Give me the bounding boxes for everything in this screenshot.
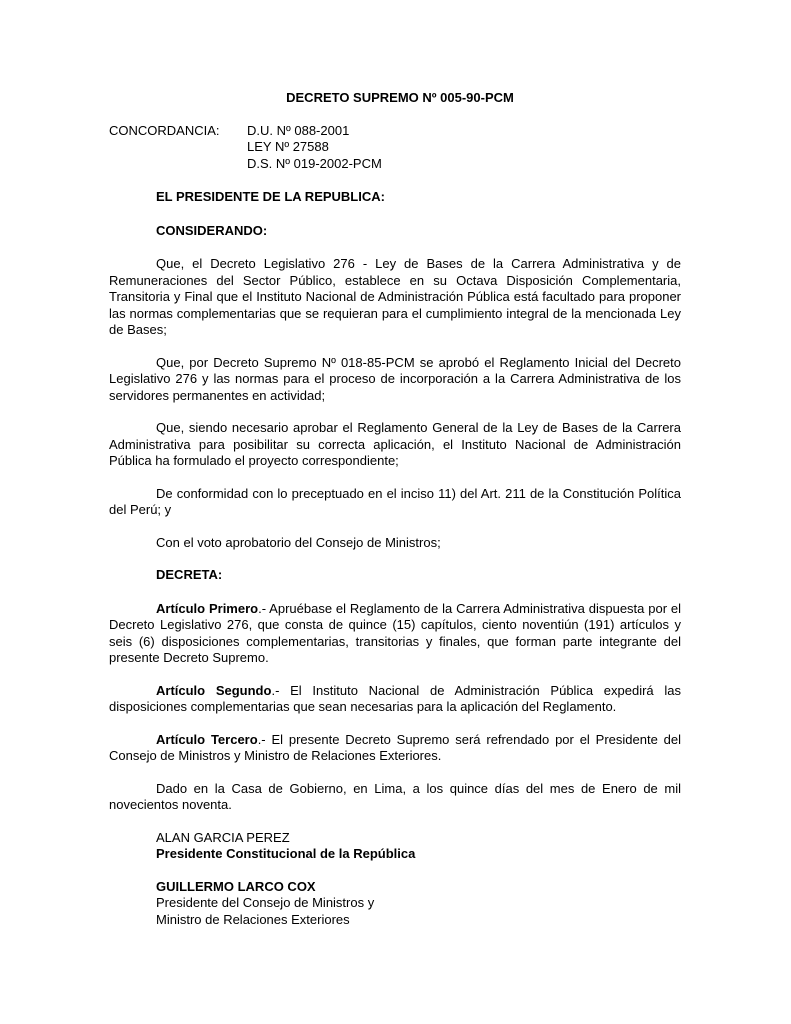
considerando-paragraph: Que, el Decreto Legislativo 276 - Ley de Bases de la Carrera Administrativa y de Remuneraciones del Sector Público, establece en su Octava Disposición Complementaria, Transitoria y Final que el Instituto Nacional de Administración Pública está facultado para proponer las normas complementarias que se requieran para el cumplimiento integral de la mencionada Ley de Bases; — [109, 256, 681, 337]
signature-presidente — [156, 830, 681, 863]
articulo-text: .- Apruébase el Reglamento de la Carrera Administrativa dispuesta por el Decreto Legislativo 276, que consta de quince (15) capítulos, ciento noventiún (191) artículos y seis (6) disposiciones complementarias, transitorias y finales, que forman parte integrante del presente Decreto Supremo. — [109, 600, 681, 665]
presidente-heading: EL PRESIDENTE DE LA REPUBLICA: — [156, 189, 385, 204]
decreta-heading: DECRETA: — [156, 567, 223, 582]
document-page — [109, 90, 681, 944]
signature-ministro — [156, 879, 681, 929]
document-title: DECRETO SUPREMO Nº 005-90-PCM — [286, 90, 514, 105]
articulo-label: Artículo Segundo — [156, 682, 272, 698]
concordancia-value: D.U. Nº 088-2001 — [247, 122, 350, 138]
dado-paragraph: Dado en la Casa de Gobierno, en Lima, a los quince días del mes de Enero de mil novecientos noventa. — [109, 780, 681, 812]
considerando-heading: CONSIDERANDO: — [156, 222, 268, 238]
signatory-title: Ministro de Relaciones Exteriores — [156, 911, 350, 927]
signatory-name: ALAN GARCIA PEREZ — [156, 829, 290, 845]
concordancia-label: CONCORDANCIA: — [109, 122, 220, 138]
considerando-paragraph: De conformidad con lo preceptuado en el inciso 11) del Art. 211 de la Constitución Política del Perú; y — [109, 485, 681, 517]
concordancia-value: LEY Nº 27588 — [247, 139, 329, 154]
articulo-label: Artículo Primero — [156, 600, 259, 616]
considerando-paragraph: Que, siendo necesario aprobar el Reglamento General de la Ley de Bases de la Carrera Administrativa para posibilitar su correcta aplicación, el Instituto Nacional de Administración Pública ha formulado el proyecto correspondiente; — [109, 420, 681, 468]
signatory-title: Presidente Constitucional de la República — [156, 846, 416, 861]
concordancia-values — [247, 123, 382, 173]
articulo-paragraph — [109, 601, 681, 667]
articulo-paragraph — [109, 732, 681, 765]
articulo-text: .- El presente Decreto Supremo será refrendado por el Presidente del Consejo de Ministros y Ministro de Relaciones Exteriores. — [109, 731, 681, 763]
concordancia-value: D.S. Nº 019-2002-PCM — [247, 155, 382, 171]
voto-paragraph: Con el voto aprobatorio del Consejo de Ministros; — [156, 534, 441, 550]
concordancia-block — [109, 123, 681, 173]
articulo-text: .- El Instituto Nacional de Administración Pública expedirá las disposiciones complementarias que sean necesarias para la aplicación del Reglamento. — [109, 682, 681, 714]
articulo-label: Artículo Tercero — [156, 731, 258, 747]
signatory-name: GUILLERMO LARCO COX — [156, 878, 316, 894]
considerando-paragraph: Que, por Decreto Supremo Nº 018-85-PCM se aprobó el Reglamento Inicial del Decreto Legislativo 276 y las normas para el proceso de incorporación a la Carrera Administrativa de los servidores permanentes en actividad; — [109, 354, 681, 403]
signatory-title: Presidente del Consejo de Ministros y — [156, 895, 375, 910]
articulo-paragraph — [109, 683, 681, 716]
